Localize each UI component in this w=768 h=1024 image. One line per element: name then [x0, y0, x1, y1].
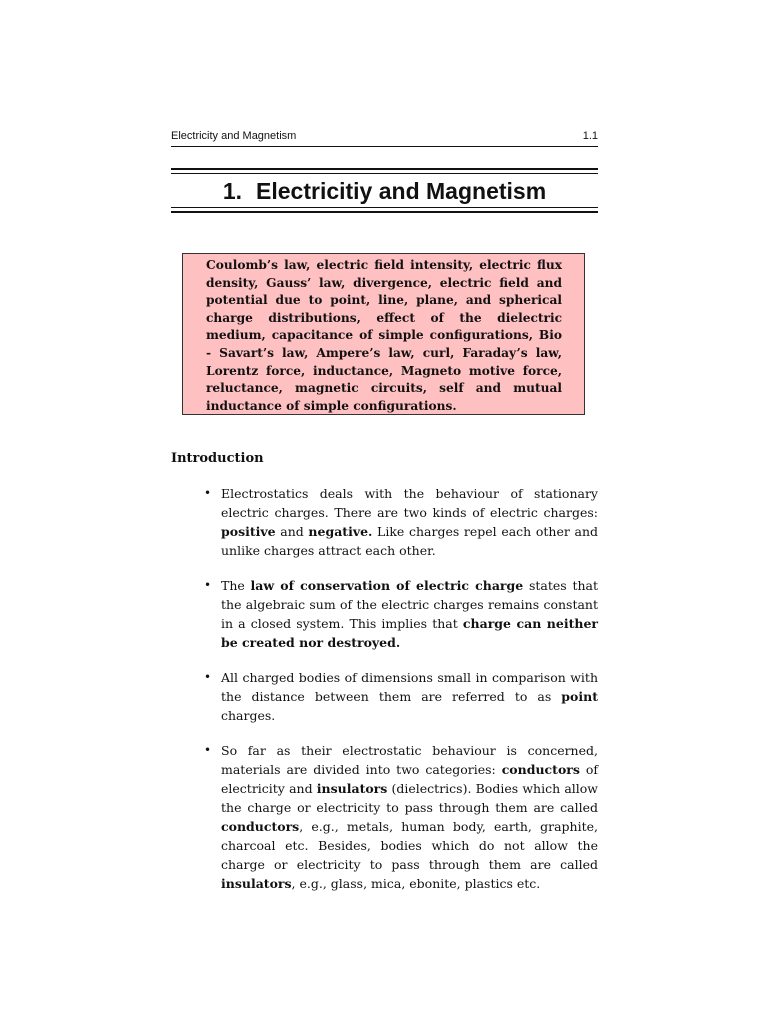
bullet-bold-text: negative. — [308, 524, 373, 539]
bullet-text: of electricity and — [221, 762, 598, 796]
bullet-item — [204, 668, 598, 725]
chapter-number: 1. — [222, 178, 243, 204]
bullet-dot-icon: • — [204, 578, 212, 592]
bullet-text: and — [275, 524, 309, 539]
bullet-text: , e.g., metals, human body, earth, graphite, charcoal etc. Besides, bodies which do not allow the charge or electricity to pass through them are called — [221, 819, 598, 872]
bullet-bold-text: conductors — [501, 762, 580, 777]
bullet-bold-text: law of conservation of electric charge — [250, 578, 524, 593]
bullet-bold-text: insulators — [221, 876, 292, 891]
bullet-bold-text: point — [561, 689, 598, 704]
bullet-text: (dielectrics). Bodies which allow the charge or electricity to pass through them are called — [221, 781, 598, 815]
bullet-dot-icon: • — [204, 486, 212, 500]
bullet-text: , e.g., glass, mica, ebonite, plastics etc. — [291, 876, 541, 891]
bullet-text: charges. — [221, 708, 276, 723]
bullet-bold-text: conductors — [221, 819, 300, 834]
bullet-text: states that the algebraic sum of the electric charges remains constant in a closed system. This implies that — [221, 578, 598, 631]
introduction-bullet-list — [204, 484, 598, 893]
bullet-text: So far as their electrostatic behaviour is concerned, materials are divided into two categories: — [221, 743, 598, 777]
title-rule-bottom — [171, 207, 598, 213]
bullet-text: The — [221, 578, 251, 593]
bullet-dot-icon: • — [204, 743, 212, 757]
page-number: 1.1 — [582, 130, 598, 142]
title-rule-top — [171, 168, 598, 174]
bullet-text: Electrostatics deals with the behaviour of stationary electric charges. There are two kinds of electric charges: — [221, 486, 598, 520]
bullet-bold-text: charge can neither be created nor destroyed. — [221, 616, 598, 650]
bullet-item — [204, 576, 598, 652]
section-heading-introduction: Introduction — [171, 451, 264, 466]
bullet-item — [204, 484, 598, 560]
syllabus-box — [182, 253, 585, 415]
bullet-item — [204, 741, 598, 893]
chapter-title — [171, 176, 598, 206]
bullet-bold-text: positive — [221, 524, 276, 539]
running-header-title: Electricity and Magnetism — [171, 130, 297, 142]
bullet-dot-icon: • — [204, 670, 212, 684]
chapter-title-text: Electricitiy and Magnetism — [256, 178, 547, 204]
syllabus-text: Coulomb’s law, electric field intensity, electric flux density, Gauss’ law, divergence, electric field and potential due to point, line, plane, and spherical charge distributions, effect of the dielectric medium, capacitance of simple configurations, Bio - Savart’s law, Ampere’s law, curl, Faraday’s law, Lorentz force, inductance, Magneto motive force, reluctance, magnetic circuits, self and mutual inductance of simple configurations. — [206, 258, 562, 413]
running-header — [171, 130, 598, 142]
header-rule — [171, 146, 598, 147]
bullet-bold-text: insulators — [316, 781, 388, 796]
bullet-text: All charged bodies of dimensions small in comparison with the distance between them are referred to as — [221, 670, 598, 704]
bullet-text: Like charges repel each other and unlike charges attract each other. — [221, 524, 599, 558]
